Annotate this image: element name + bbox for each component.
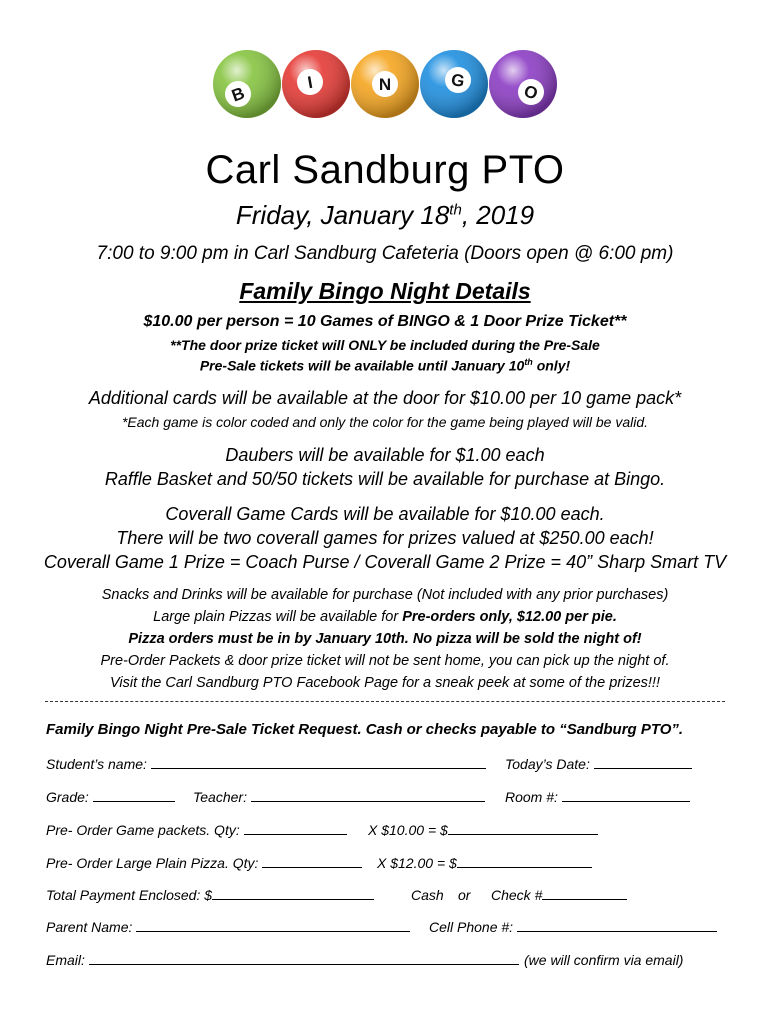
check-number-field[interactable]: Check # [491, 887, 627, 903]
bingo-logo [0, 40, 770, 140]
raffle-line: Raffle Basket and 50/50 tickets will be available for purchase at Bingo. [104, 469, 666, 489]
cell-phone-field[interactable]: Cell Phone #: [429, 919, 717, 935]
page-title: Carl Sandburg PTO [205, 148, 565, 192]
bingo-ball-g [420, 50, 488, 118]
additional-cards: Additional cards will be available at the door for $10.00 per 10 game pack* [88, 388, 682, 408]
bingo-ball-b [213, 50, 281, 118]
cut-line-divider [45, 701, 725, 702]
bingo-ball-letter: B [229, 83, 248, 106]
total-payment-field[interactable]: Total Payment Enclosed: $ [46, 887, 374, 903]
pizza-deadline: Pizza orders must be in by January 10th. No pizza will be sold the night of! [128, 631, 642, 647]
pizza-line: Large plain Pizzas will be available for Pre-orders only, $12.00 per pie. [153, 609, 617, 625]
snacks-line: Snacks and Drinks will be available for purchase (Not included with any prior purchases) [101, 587, 669, 603]
teacher-field[interactable]: Teacher: [193, 789, 485, 805]
room-field[interactable]: Room #: [505, 789, 690, 805]
daubers-line: Daubers will be available for $1.00 each [225, 445, 545, 465]
coverall-line-2: There will be two coverall games for prizes valued at $250.00 each! [116, 528, 654, 548]
or-label: or [458, 887, 471, 903]
game-packets-total-field[interactable]: X $10.00 = $ [368, 822, 598, 838]
bingo-ball-letter: G [449, 69, 467, 91]
bingo-ball-letter: N [378, 75, 392, 94]
details-heading: Family Bingo Night Details [239, 278, 531, 304]
bingo-ball-n [351, 50, 419, 118]
parent-name-field[interactable]: Parent Name: [46, 919, 410, 935]
presale-note: Pre-Sale tickets will be available until January 10th only! [199, 357, 571, 374]
todays-date-field[interactable]: Today’s Date: [505, 756, 692, 772]
bingo-ball-o [489, 50, 557, 118]
cash-option[interactable]: Cash [411, 887, 444, 903]
event-date: Friday, January 18th, 2019 [235, 200, 535, 230]
event-time: 7:00 to 9:00 pm in Carl Sandburg Cafeteria (Doors open @ 6:00 pm) [96, 243, 674, 264]
game-packets-qty-field[interactable]: Pre- Order Game packets. Qty: [46, 822, 347, 838]
email-field[interactable]: Email: [46, 952, 519, 968]
facebook-line: Visit the Carl Sandburg PTO Facebook Page for a sneak peek at some of the prizes!!! [110, 675, 660, 691]
coverall-line-1: Coverall Game Cards will be available for $10.00 each. [165, 504, 605, 524]
price-line: $10.00 per person = 10 Games of BINGO & 1 Door Prize Ticket** [143, 313, 627, 330]
form-title: Family Bingo Night Pre-Sale Ticket Request. Cash or checks payable to “Sandburg PTO”. [46, 721, 684, 738]
bingo-ball-letter: O [521, 81, 541, 104]
packets-line: Pre-Order Packets & door prize ticket will not be sent home, you can pick up the night of. [100, 653, 670, 669]
grade-field[interactable]: Grade: [46, 789, 175, 805]
bingo-ball-i [282, 50, 350, 118]
student-name-field[interactable]: Student’s name: [46, 756, 486, 772]
bingo-ball-letter: I [306, 72, 315, 93]
coverall-line-3: Coverall Game 1 Prize = Coach Purse / Coverall Game 2 Prize = 40” Sharp Smart TV [43, 552, 727, 572]
door-prize-note: **The door prize ticket will ONLY be included during the Pre-Sale [170, 337, 600, 353]
pizza-total-field[interactable]: X $12.00 = $ [377, 855, 592, 871]
pizza-qty-field[interactable]: Pre- Order Large Plain Pizza. Qty: [46, 855, 362, 871]
email-confirm-note: (we will confirm via email) [524, 952, 684, 968]
color-code-note: *Each game is color coded and only the color for the game being played will be valid. [121, 414, 649, 430]
